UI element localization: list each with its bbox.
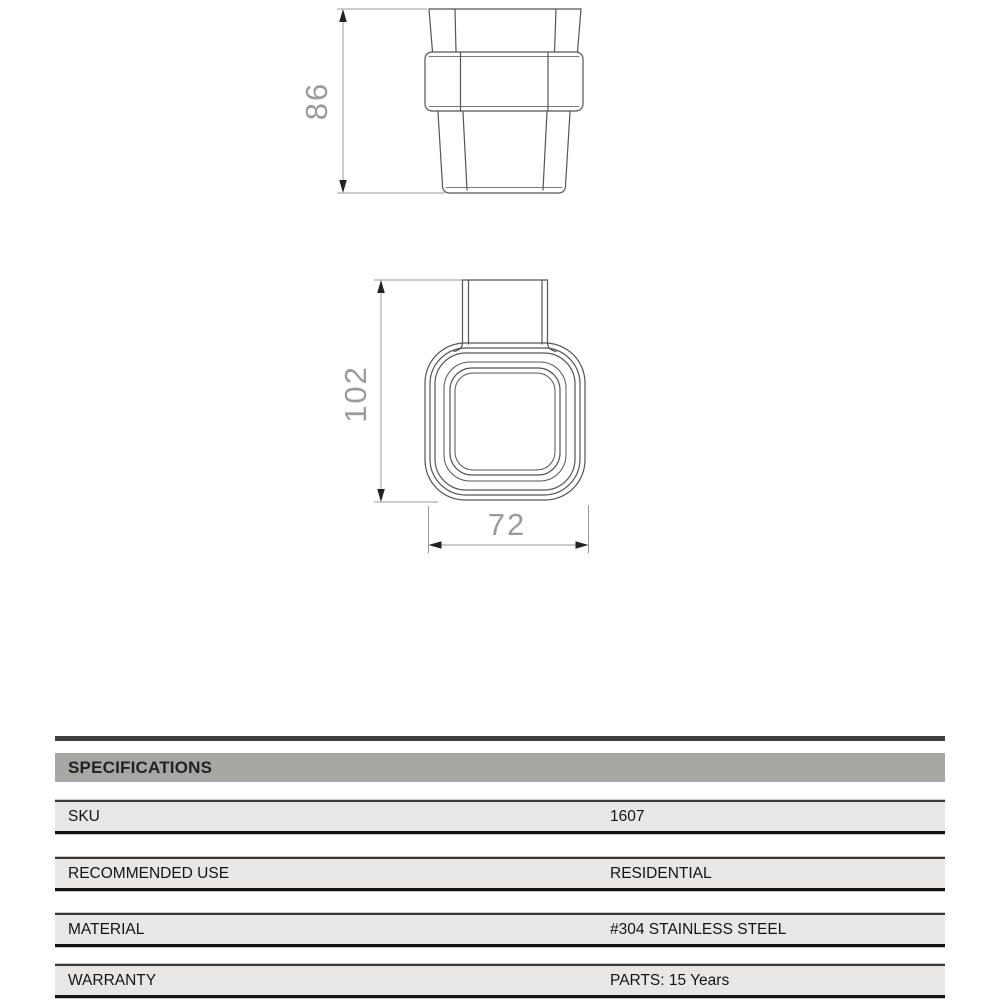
spec-label-sku: SKU xyxy=(68,808,100,825)
table-row xyxy=(55,856,945,892)
top-view-dimension-72 xyxy=(429,505,589,553)
spec-label-warranty: WARRANTY xyxy=(68,972,157,989)
spec-label-material: MATERIAL xyxy=(68,921,145,938)
top-view-drawing xyxy=(425,280,585,500)
side-view-holder-band xyxy=(425,52,583,111)
spec-value-recommended-use: RESIDENTIAL xyxy=(610,865,712,882)
side-view-cup-rim xyxy=(429,9,581,52)
spec-value-sku: 1607 xyxy=(610,808,645,825)
top-view-bracket xyxy=(454,280,556,352)
table-row xyxy=(55,799,945,835)
arrow-down-icon xyxy=(377,489,385,502)
dim-86-label: 86 xyxy=(299,81,335,121)
arrow-up-icon xyxy=(339,9,347,22)
side-view-tapered-body xyxy=(438,112,570,193)
table-row xyxy=(55,912,945,948)
spec-label-recommended-use: RECOMMENDED USE xyxy=(68,865,230,882)
table-top-rule xyxy=(55,736,945,741)
arrow-right-icon xyxy=(576,541,589,549)
top-view-dimension-102 xyxy=(338,280,462,502)
side-view-dimension-86 xyxy=(299,9,445,193)
specifications-header: SPECIFICATIONS xyxy=(55,753,945,782)
top-view-holder-rings xyxy=(425,343,585,500)
spec-value-warranty: PARTS: 15 Years xyxy=(610,972,730,989)
arrow-left-icon xyxy=(429,541,442,549)
spec-value-material: #304 STAINLESS STEEL xyxy=(610,921,787,938)
arrow-up-icon xyxy=(377,280,385,293)
arrow-down-icon xyxy=(339,180,347,193)
side-view-drawing xyxy=(425,9,583,193)
dim-72-label: 72 xyxy=(487,507,527,542)
dim-102-label: 102 xyxy=(338,365,374,423)
table-row xyxy=(55,963,945,999)
